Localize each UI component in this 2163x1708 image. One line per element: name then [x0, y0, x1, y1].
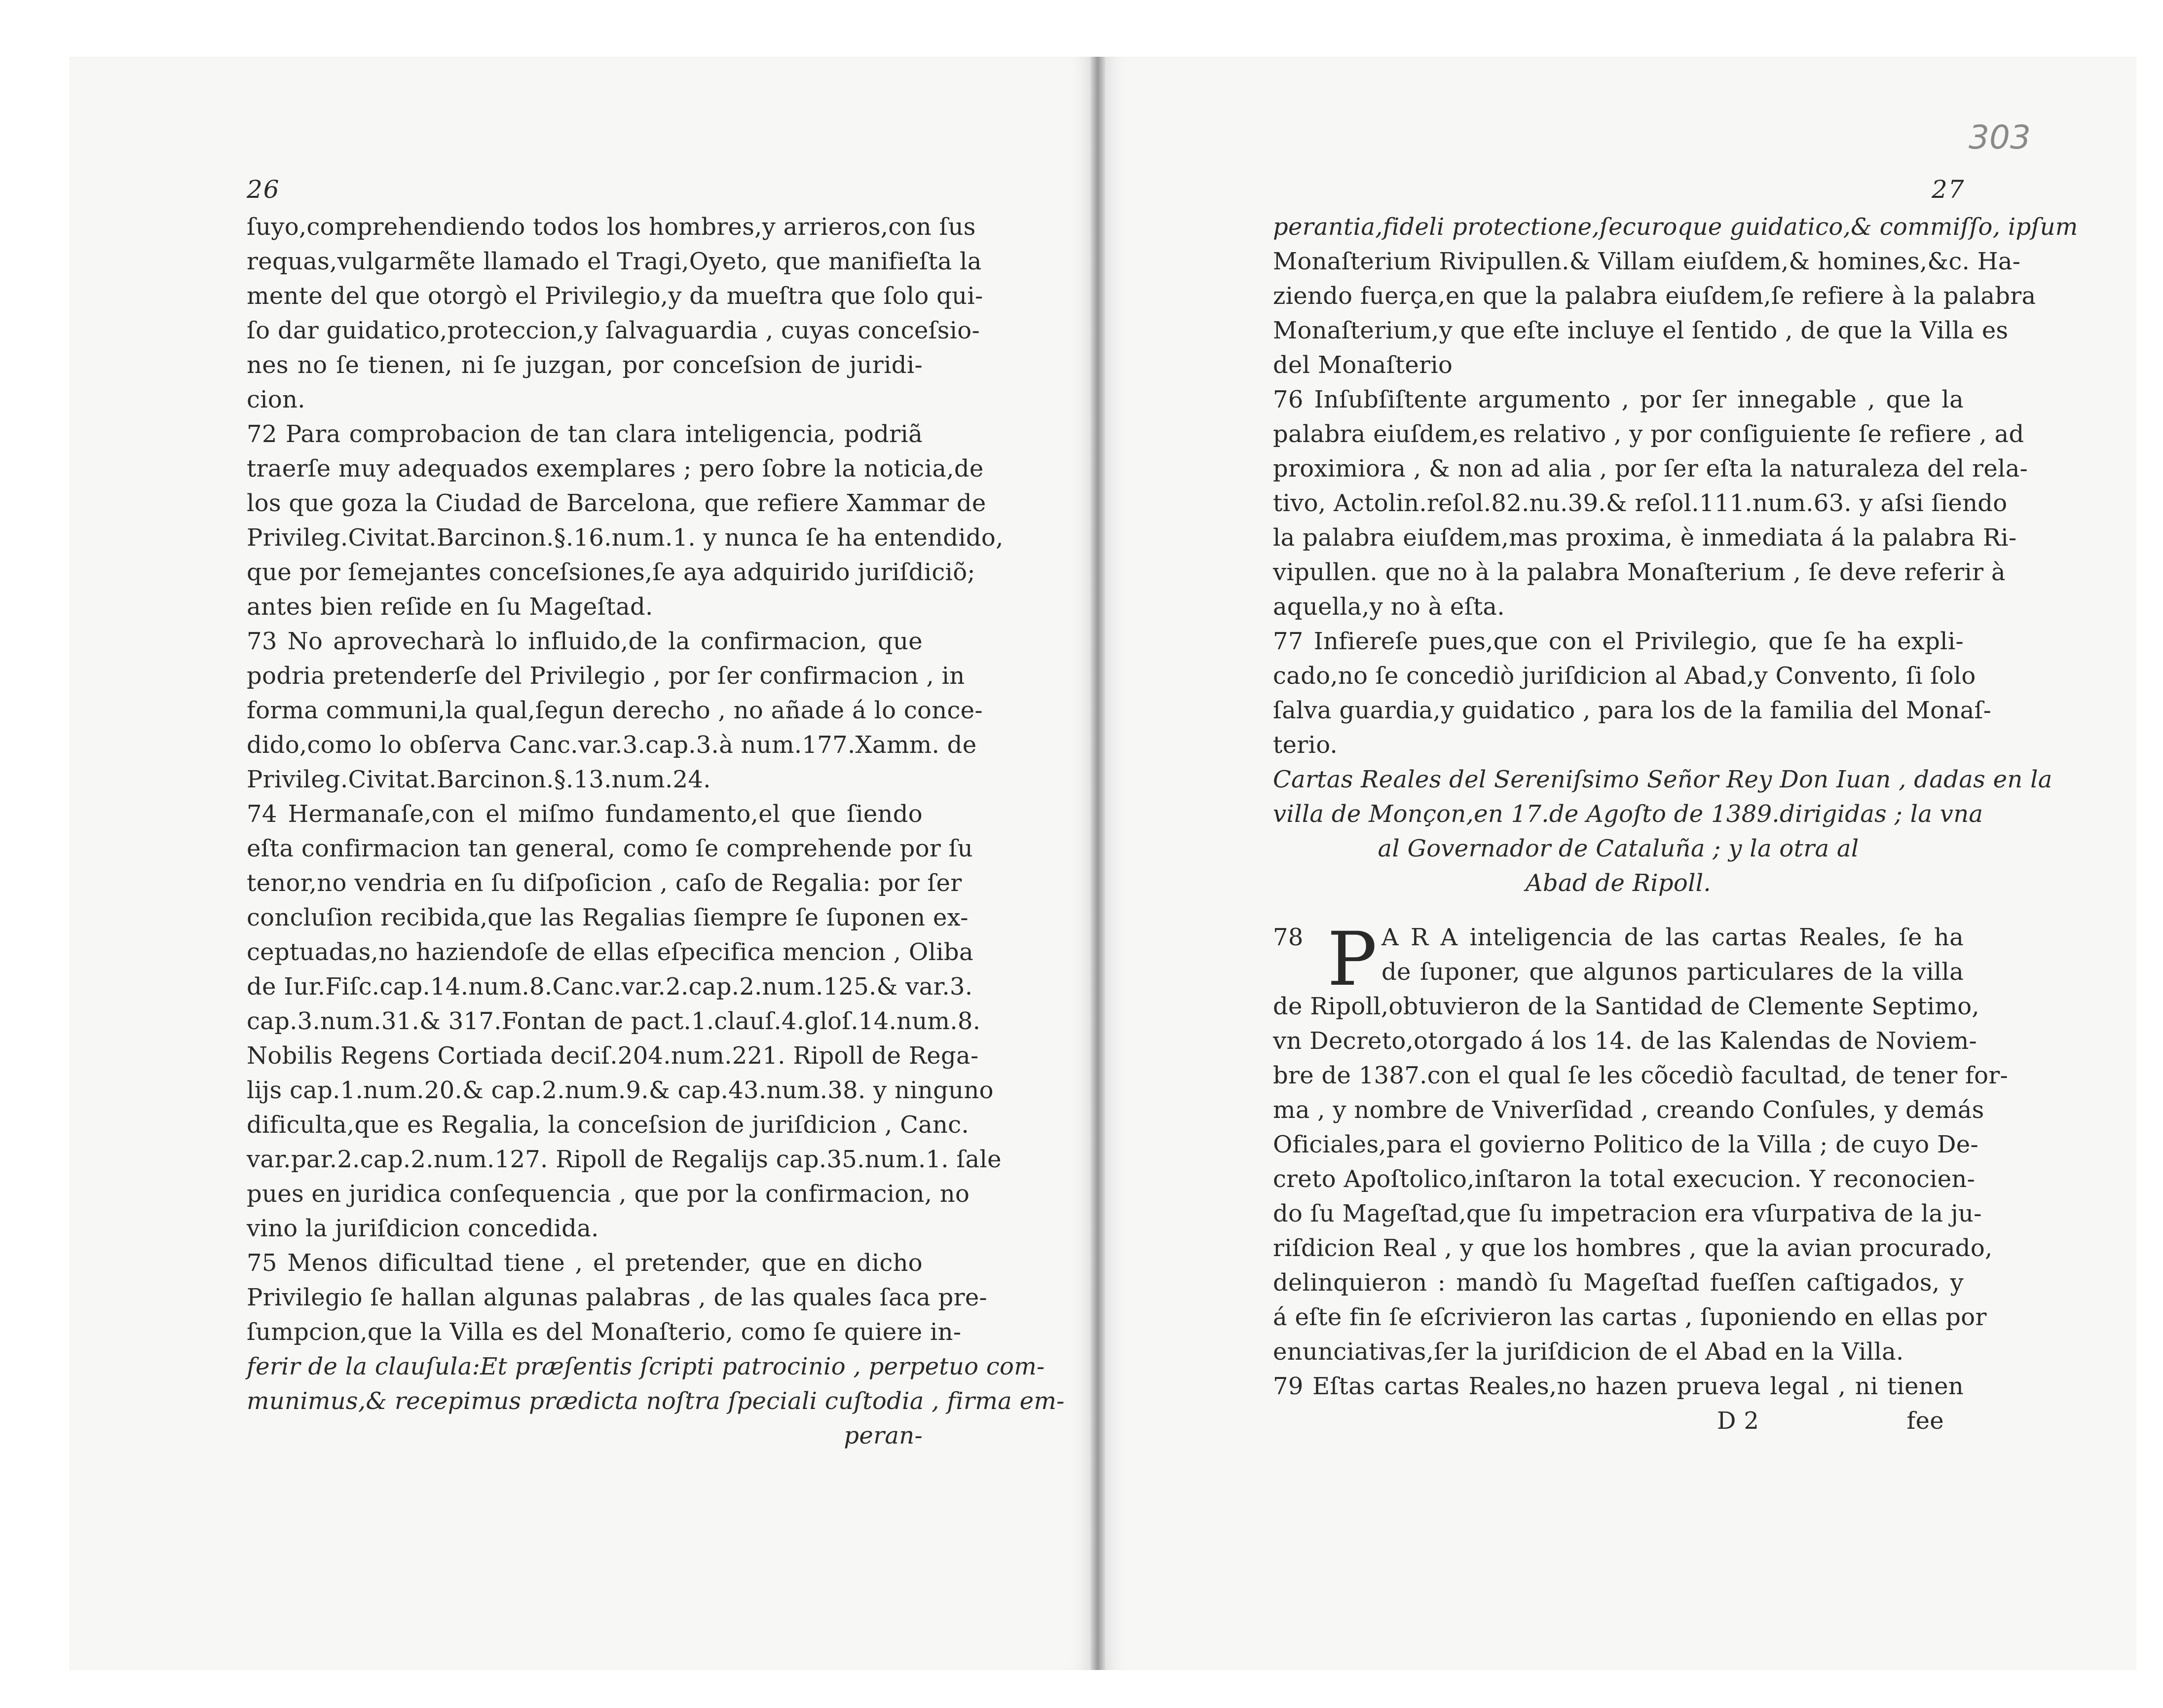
left-text-column [247, 210, 1065, 1453]
text-line: podria pretenderſe del Privilegio , por ſer confirmacion , in [247, 662, 965, 690]
text-line: concluſion recibida,que las Regalias ſiempre ſe ſuponen ex- [247, 904, 969, 931]
paragraph-78-opening [1273, 917, 1964, 1003]
text-line: Privileg.Civitat.Barcinon.§.16.num.1. y nunca ſe ha entendido, [247, 524, 1004, 552]
text-line: á eſte fin ſe eſcrivieron las cartas , ſuponiendo en ellas por [1273, 1303, 1987, 1331]
text-line: los que goza la Ciudad de Barcelona, que refiere Xammar de [247, 489, 986, 517]
text-line: aquella,y no à eſta. [1273, 593, 1505, 621]
text-line: eſta confirmacion tan general, como ſe comprehende por ſu [247, 835, 973, 862]
text-line: tivo, Actolin.reſol.82.nu.39.& reſol.111.num.63. y aſsi ſiendo [1273, 489, 2008, 517]
text-line: perantia,fideli protectione,ſecuroque guidatico,& commiſſo, ipſum [1273, 213, 2078, 241]
paragraph-75-start: 75 Menos dificultad tiene , el pretender, que en dicho [247, 1249, 923, 1277]
text-line: ſumpcion,que la Villa es del Monaſterio, como ſe quiere in- [247, 1318, 962, 1346]
text-line: ceptuadas,no haziendoſe de ellas eſpecifica mencion , Oliba [247, 938, 973, 966]
text-line: ſuyo,comprehendiendo todos los hombres,y arrieros,con ſus [247, 213, 976, 241]
paragraph-79-start: 79 Eſtas cartas Reales,no hazen prueva legal , ni tienen [1273, 1373, 1964, 1400]
section-heading-line: Abad de Ripoll. [1526, 869, 1711, 897]
text-line: traerſe muy adequados exemplares ; pero ſobre la noticia,de [247, 455, 984, 483]
text-line: pues en juridica conſequencia , que por la confirmacion, no [247, 1180, 970, 1208]
paragraph-72-start: 72 Para comprobacion de tan clara inteligencia, podriã [247, 420, 923, 448]
text-line: de ſuponer, que algunos particulares de la villa [1381, 958, 1964, 986]
text-line: Privileg.Civitat.Barcinon.§.13.num.24. [247, 766, 711, 793]
text-line: A R A inteligencia de las cartas Reales, ſe ha [1381, 924, 1964, 951]
book-gutter [1090, 57, 1105, 1670]
text-line: munimus,& recepimus prædicta noſtra ſpeciali cuſtodia , firma em- [247, 1387, 1065, 1415]
text-line: cap.3.num.31.& 317.Fontan de pact.1.clauſ.4.gloſ.14.num.8. [247, 1007, 981, 1035]
paragraph-74-start: 74 Hermanaſe,con el miſmo fundamento,el que ſiendo [247, 800, 923, 828]
text-line: ſalva guardia,y guidatico , para los de la familia del Monaſ- [1273, 697, 1992, 724]
text-line: Nobilis Regens Cortiada deciſ.204.num.221. Ripoll de Rega- [247, 1042, 979, 1070]
text-line: Privilegio ſe hallan algunas palabras , de las quales ſaca pre- [247, 1284, 988, 1311]
text-line: que por ſemejantes conceſsiones,ſe aya adquirido juriſdiciõ; [247, 558, 975, 586]
paragraph-73-start: 73 No aprovecharà lo influido,de la confirmacion, que [247, 628, 923, 655]
text-line: var.par.2.cap.2.num.127. Ripoll de Regalijs cap.35.num.1. ſale [247, 1146, 1002, 1173]
left-page-number: 26 [247, 175, 280, 204]
text-line: antes bien reſide en ſu Mageſtad. [247, 593, 653, 621]
right-page-number: 27 [1932, 175, 1965, 204]
text-line: delinquieron : mandò ſu Mageſtad fueſſen caſtigados, y [1273, 1269, 1964, 1297]
text-line: Monaſterium Rivipullen.& Villam eiuſdem,& homines,&c. Ha- [1273, 248, 2021, 275]
text-line: la palabra eiuſdem,mas proxima, è inmediata á la palabra Ri- [1273, 524, 2017, 552]
section-heading-line: Cartas Reales del Sereniſsimo Señor Rey Don Iuan , dadas en la [1273, 766, 2052, 793]
text-line: dido,como lo obſerva Canc.var.3.cap.3.à num.177.Xamm. de [247, 731, 977, 759]
text-line: Oficiales,para el govierno Politico de la Villa ; de cuyo De- [1273, 1131, 1978, 1158]
text-line: requas,vulgarmẽte llamado el Tragi,Oyeto, que manifieſta la [247, 248, 982, 275]
text-line: palabra eiuſdem,es relativo , y por conſiguiente ſe refiere , ad [1273, 420, 2024, 448]
signature-mark: D 2 [1717, 1407, 1759, 1435]
text-line: dificulta,que es Regalia, la conceſsion de juriſdicion , Canc. [247, 1111, 970, 1139]
right-text-column [1273, 210, 2078, 1438]
text-line: ziendo fuerça,en que la palabra eiuſdem,ſe refiere à la palabra [1273, 282, 2036, 310]
text-line: nes no ſe tienen, ni ſe juzgan, por conceſsion de juridi- [247, 351, 923, 379]
section-heading-line: al Governador de Cataluña ; y la otra al [1378, 835, 1859, 862]
text-line: vn Decreto,otorgado á los 14. de las Kalendas de Noviem- [1273, 1027, 1977, 1055]
text-line: creto Apoſtolico,inſtaron la total execucion. Y reconocien- [1273, 1165, 1976, 1193]
text-line: del Monaſterio [1273, 351, 1453, 379]
catchword-left: peran- [844, 1422, 923, 1449]
text-line: vipullen. que no à la palabra Monaſterium , ſe deve referir à [1273, 558, 2006, 586]
text-line: proximiora , & non ad alia , por ſer eſta la naturaleza del rela- [1273, 455, 2028, 483]
text-line: vino la juriſdicion concedida. [247, 1215, 599, 1242]
text-line: bre de 1387.con el qual ſe les cõcediò facultad, de tener for- [1273, 1062, 2009, 1089]
text-line: ma , y nombre de Vniverſidad , creando Conſules, y demás [1273, 1096, 1984, 1124]
folio-annotation: 303 [1969, 118, 2031, 156]
text-line: enunciativas,ſer la juriſdicion de el Abad en la Villa. [1273, 1338, 1904, 1366]
section-heading-line: villa de Monçon,en 17.de Agoſto de 1389.dirigidas ; la vna [1273, 800, 1983, 828]
text-line: ſo dar guidatico,proteccion,y ſalvaguardia , cuyas conceſsio- [247, 317, 980, 344]
text-line: de Ripoll,obtuvieron de la Santidad de Clemente Septimo, [1273, 993, 1979, 1020]
page-footer [1273, 1404, 1964, 1438]
text-line: mente del que otorgò el Privilegio,y da mueſtra que ſolo qui- [247, 282, 983, 310]
text-line: Monaſterium,y que eſte incluye el ſentido , de que la Villa es [1273, 317, 2009, 344]
paragraph-76-start: 76 Inſubſiſtente argumento , por ſer innegable , que la [1273, 386, 1964, 413]
paragraph-77-start: 77 Infiereſe pues,que con el Privilegio, que ſe ha expli- [1273, 628, 1964, 655]
text-line: ferir de la clauſula:Et præſentis ſcripti patrocinio , perpetuo com- [247, 1353, 1045, 1380]
text-line: de Iur.Fiſc.cap.14.num.8.Canc.var.2.cap.2.num.125.& var.3. [247, 973, 973, 1001]
text-line: cion. [247, 386, 305, 413]
text-line: terio. [1273, 731, 1338, 759]
catchword-right: fee [1906, 1407, 1944, 1435]
text-line: forma communi,la qual,ſegun derecho , no añade á lo conce- [247, 697, 983, 724]
text-line: cado,no ſe concediò juriſdicion al Abad,y Convento, ſi ſolo [1273, 662, 1976, 690]
dropcap-letter: P [1327, 917, 1378, 1003]
text-line: riſdicion Real , y que los hombres , que la avian procurado, [1273, 1234, 1993, 1262]
text-line: do ſu Mageſtad,que ſu impetracion era vſurpativa de la ju- [1273, 1200, 1982, 1227]
text-line: lijs cap.1.num.20.& cap.2.num.9.& cap.43.num.38. y ninguno [247, 1077, 994, 1104]
text-line: tenor,no vendria en ſu diſpoſicion , caſo de Regalia: por ſer [247, 869, 962, 897]
paragraph-78-number: 78 [1273, 924, 1304, 951]
